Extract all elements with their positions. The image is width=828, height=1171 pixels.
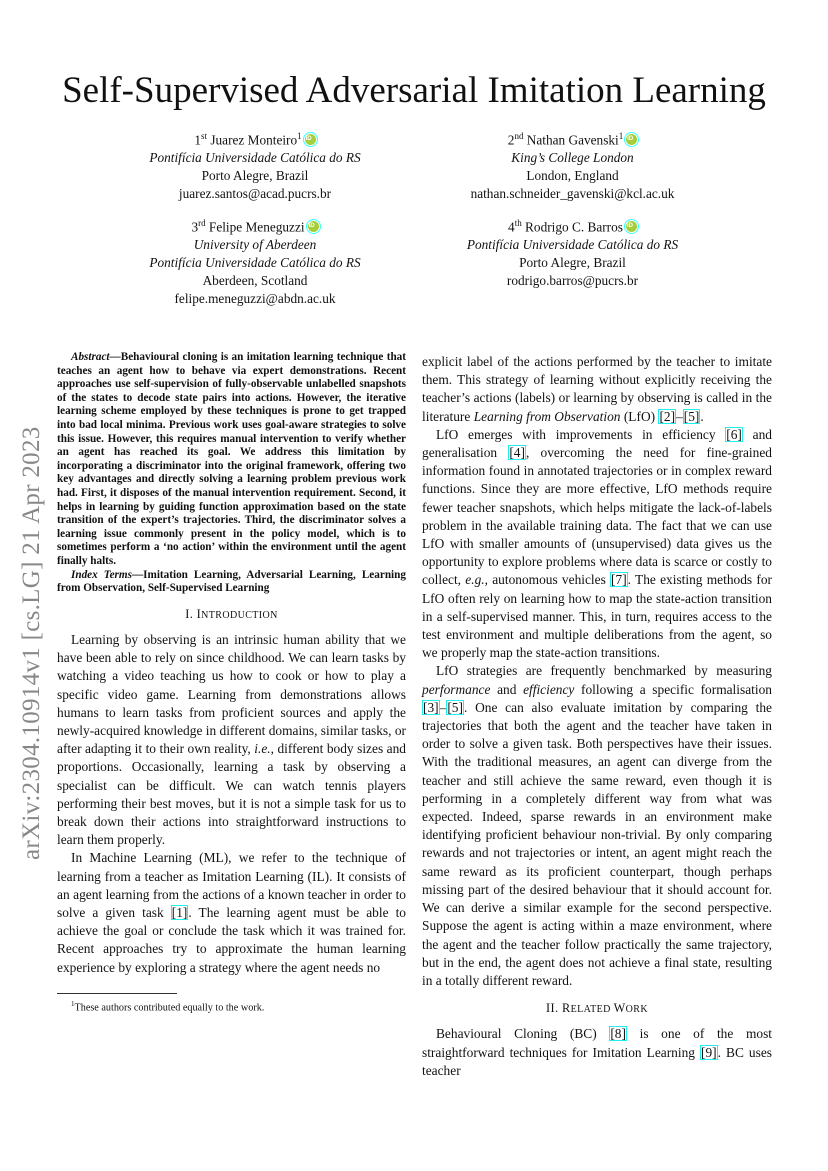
- citation-link[interactable]: [9]: [701, 1044, 717, 1060]
- orcid-icon[interactable]: [626, 134, 637, 145]
- author-block: 4th Rodrigo C. BarrosiD Pontifícia Universidade Católica do RS Porto Alegre, Brazil rodrigo.barros@pucrs.br: [440, 214, 705, 290]
- author-location: Porto Alegre, Brazil: [201, 168, 309, 184]
- author-email: nathan.schneider_gavenski@kcl.ac.uk: [470, 186, 675, 202]
- paragraph: explicit label of the actions performed by the teacher to imitate them. This strategy of learning without explicitly receiving the teacher’s actions (labels) or learning by observing is called in the literature Learning from Observation (LfO) [2]–[5].: [422, 354, 772, 424]
- author-block: 1st Juarez Monteiro$^1$iD Pontifícia Universidade Católica do RS Porto Alegre, Brazil juarez.santos@acad.pucrs.br: [130, 127, 380, 203]
- author-name: Felipe Meneguzzi: [208, 219, 305, 235]
- orcid-icon[interactable]: [305, 134, 316, 145]
- paragraph: LfO strategies are frequently benchmarked by measuring performance and efficiency following a specific formalisation [3]–[5]. One can also evaluate imitation by comparing the trajectories that both the agent and the teacher have taken in order to solve a given task. Both perspectives have their issues. With the traditional measures, an agent can diverge from the teacher and still achieve the same reward, even though it is performing in a completely different way from what was expected. Indeed, sparse rewards in an environment make identifying proficient behaviour non-trivial. By only comparing rewards and not trajectories or intent, an agent might reach the same reward as its proficient counterpart, though perhaps missing part of the desired behaviour that it should account for. We can derive a similar example for the second perspective. Suppose the agent is acting within a maze environment, where the agent and the teacher follow practically the same trajectory, but in the end, the agent does not achieve a final state, resulting in a totally different reward.: [422, 663, 772, 988]
- section-heading-related-work: II. RELATED WORK: [546, 1001, 648, 1016]
- section-heading-introduction: I. INTRODUCTION: [185, 606, 278, 621]
- index-terms: Index Terms—Imitation Learning, Adversarial Learning, Learning from Observation, Self-Supervised Learning: [57, 568, 406, 595]
- paragraph: Behavioural Cloning (BC) [8] is one of the most straightforward techniques for Imitation Learning [9]. BC uses teacher: [422, 1026, 773, 1078]
- footnote-rule: [57, 993, 177, 994]
- citation-link[interactable]: [7]: [611, 572, 627, 588]
- left-column: [57, 351, 406, 1014]
- author-block: 3rd Felipe MeneguzziiD University of Aberdeen Pontifícia Universidade Católica do RS Aberdeen, Scotland felipe.meneguzzi@abdn.ac.uk: [130, 214, 380, 308]
- citation-link[interactable]: [6]: [726, 426, 742, 442]
- paragraph: Learning by observing is an intrinsic human ability that we have been able to rely on since childhood. We can learn tasks by watching a video teaching us how to cook or how to play a specific video game. Learning from demonstrations allows humans to learn tasks from proficient sources and apply the newly-acquired knowledge in different domains, similar tasks, or after adapting it to their own reality, i.e., different body sizes and proportions. Occasionally, learning a task by observing a specialist can be difficult. We can watch tennis players performing their best moves, but it is not a simple task for us to break down their actions into straightforward instructions to learn them properly.: [57, 631, 406, 848]
- author-affiliation: Pontifícia Universidade Católica do RS: [149, 255, 361, 271]
- citation-link[interactable]: [5]: [447, 699, 463, 715]
- author-affiliation: University of Aberdeen: [193, 237, 317, 253]
- author-email: rodrigo.barros@pucrs.br: [506, 273, 639, 289]
- author-name: Juarez Monteiro: [210, 132, 298, 148]
- orcid-icon[interactable]: [626, 221, 637, 232]
- citation-link[interactable]: [8]: [610, 1026, 626, 1042]
- author-affiliation: King’s College London: [511, 150, 634, 166]
- paragraph: In Machine Learning (ML), we refer to the technique of learning from a teacher as Imitation Learning (IL). It consists of an agent learning from the actions of a known teacher in order to solve a given task [1]. The learning agent must be able to achieve the goal or conclude the task which it was trained for. Recent approaches try to approximate the human learning experience by exploring a strategy where the agent needs no: [57, 850, 406, 975]
- author-name: Nathan Gavenski: [526, 132, 619, 148]
- author-email: felipe.meneguzzi@abdn.ac.uk: [174, 291, 336, 307]
- author-name: Rodrigo C. Barros: [525, 219, 623, 235]
- footnote: $^1$These authors contributed equally to the work.: [71, 999, 265, 1014]
- author-affiliation: Pontifícia Universidade Católica do RS: [466, 237, 679, 253]
- orcid-icon[interactable]: [308, 221, 319, 232]
- right-column: [422, 353, 772, 1080]
- author-email: juarez.santos@acad.pucrs.br: [178, 186, 332, 202]
- author-location: Porto Alegre, Brazil: [519, 255, 626, 271]
- author-affiliation: Pontifícia Universidade Católica do RS: [149, 150, 361, 166]
- citation-link[interactable]: [2]: [659, 408, 676, 424]
- author-location: London, England: [526, 168, 619, 184]
- author-location: Aberdeen, Scotland: [202, 273, 308, 289]
- author-block: 2nd Nathan Gavenski$^1$iD King’s College London London, England nathan.schneider_gavenski@kcl.ac.uk: [440, 127, 705, 203]
- citation-link[interactable]: [5]: [683, 408, 700, 424]
- paper-title: Self-Supervised Adversarial Imitation Learning: [62, 70, 766, 111]
- citation-link[interactable]: [3]: [423, 699, 439, 715]
- citation-link[interactable]: [4]: [509, 445, 525, 461]
- citation-link[interactable]: [1]: [171, 904, 188, 920]
- arxiv-identifier: arXiv:2304.10914v1 [cs.LG] 21 Apr 2023: [18, 426, 45, 860]
- paragraph: LfO emerges with improvements in efficiency [6] and generalisation [4], overcoming the need for fine-grained information found in annotated trajectories or in complex reward functions. Since they are more effective, LfO methods require fewer teacher snapshots, which helps mitigate the lack-of-labels problem in the available training data. The fact that we can use LfO with smaller amounts of (unsupervised) data gives us the opportunity to explore problems where data is scarce or costly to collect, e.g., autonomous vehicles [7]. The existing methods for LfO often rely on learning how to map the state-action transition in a self-supervised manner. This, in turn, requires access to the test environment and multiple deliberations from the agent, so we properly map the state-action transitions.: [422, 426, 772, 661]
- abstract: Abstract—Behavioural cloning is an imitation learning technique that teaches an agent how to behave via expert demonstrations. Recent approaches use self-supervision of fully-observable unlabelled snapshots of the states to decode state pairs into actions. However, the iterative learning scheme employed by these techniques is prone to get trapped into bad local minima. Previous work uses goal-aware strategies to solve this issue. However, this requires manual intervention to verify whether an agent has reached its goal. We address this limitation by incorporating a discriminator into the original framework, offering two key advantages and directly solving a learning problem previous work had. First, it disposes of the manual intervention requirement. Second, it helps in learning by guiding function approximation based on the state transition of the expert’s trajectories. Third, the discriminator solves a learning issue commonly present in the policy model, which is to sometimes perform a ‘no action’ within the environment until the agent finally halts.: [57, 351, 406, 567]
